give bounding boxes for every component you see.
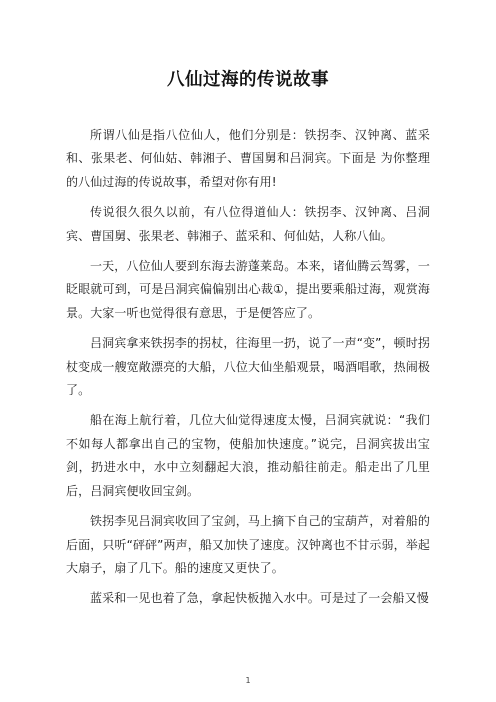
paragraph: 所谓八仙是指八位仙人，他们分别是：铁拐李、汉钟离、蓝采和、张果老、何仙姑、韩湘子、曹国舅和吕洞宾。下面是 为你整理的八仙过海的传说故事，希望对你有用! [66,128,430,189]
paragraph: 吕洞宾拿来铁拐李的拐杖，往海里一扔，说了一声“变”，顿时拐杖变成一艘宽敞漂亮的大船，八位大仙坐船观景，喝酒唱歌，热闹极了。 [66,336,430,398]
paragraph: 传说很久很久以前，有八位得道仙人：铁拐李、汉钟离、吕洞宾、曹国舅、张果老、韩湘子、蓝采和、何仙姑，人称八仙。 [66,205,430,243]
paragraph: 船在海上航行着，几位大仙觉得速度太慢，吕洞宾就说：“我们不如每人都拿出自己的宝物，使船加快速度。”说完，吕洞宾拔出宝剑，扔进水中，水中立刻翻起大浪，推动船往前走。船走出了几里后，吕洞宾便收回宝剑。 [66,413,430,498]
document-title: 八仙过海的传说故事 [167,70,329,90]
paragraph: 铁拐李见吕洞宾收回了宝剑，马上摘下自己的宝葫芦，对着船的后面，只听“砰砰”两声，船又加快了速度。汉钟离也不甘示弱，举起大扇子，扇了几下。船的速度又更快了。 [66,514,430,575]
paragraph: 一天，八位仙人要到东海去游蓬莱岛。本来，诸仙腾云驾雾，一眨眼就可到，可是吕洞宾偏偏别出心裁①，提出要乘船过海，观赏海景。大家一听也觉得很有意思，于是便答应了。 [66,259,430,320]
paragraph: 蓝采和一见也着了急，拿起快板抛入水中。可是过了一会船又慢 [90,591,429,606]
document-body [66,124,430,618]
page-number: 1 [245,676,251,685]
